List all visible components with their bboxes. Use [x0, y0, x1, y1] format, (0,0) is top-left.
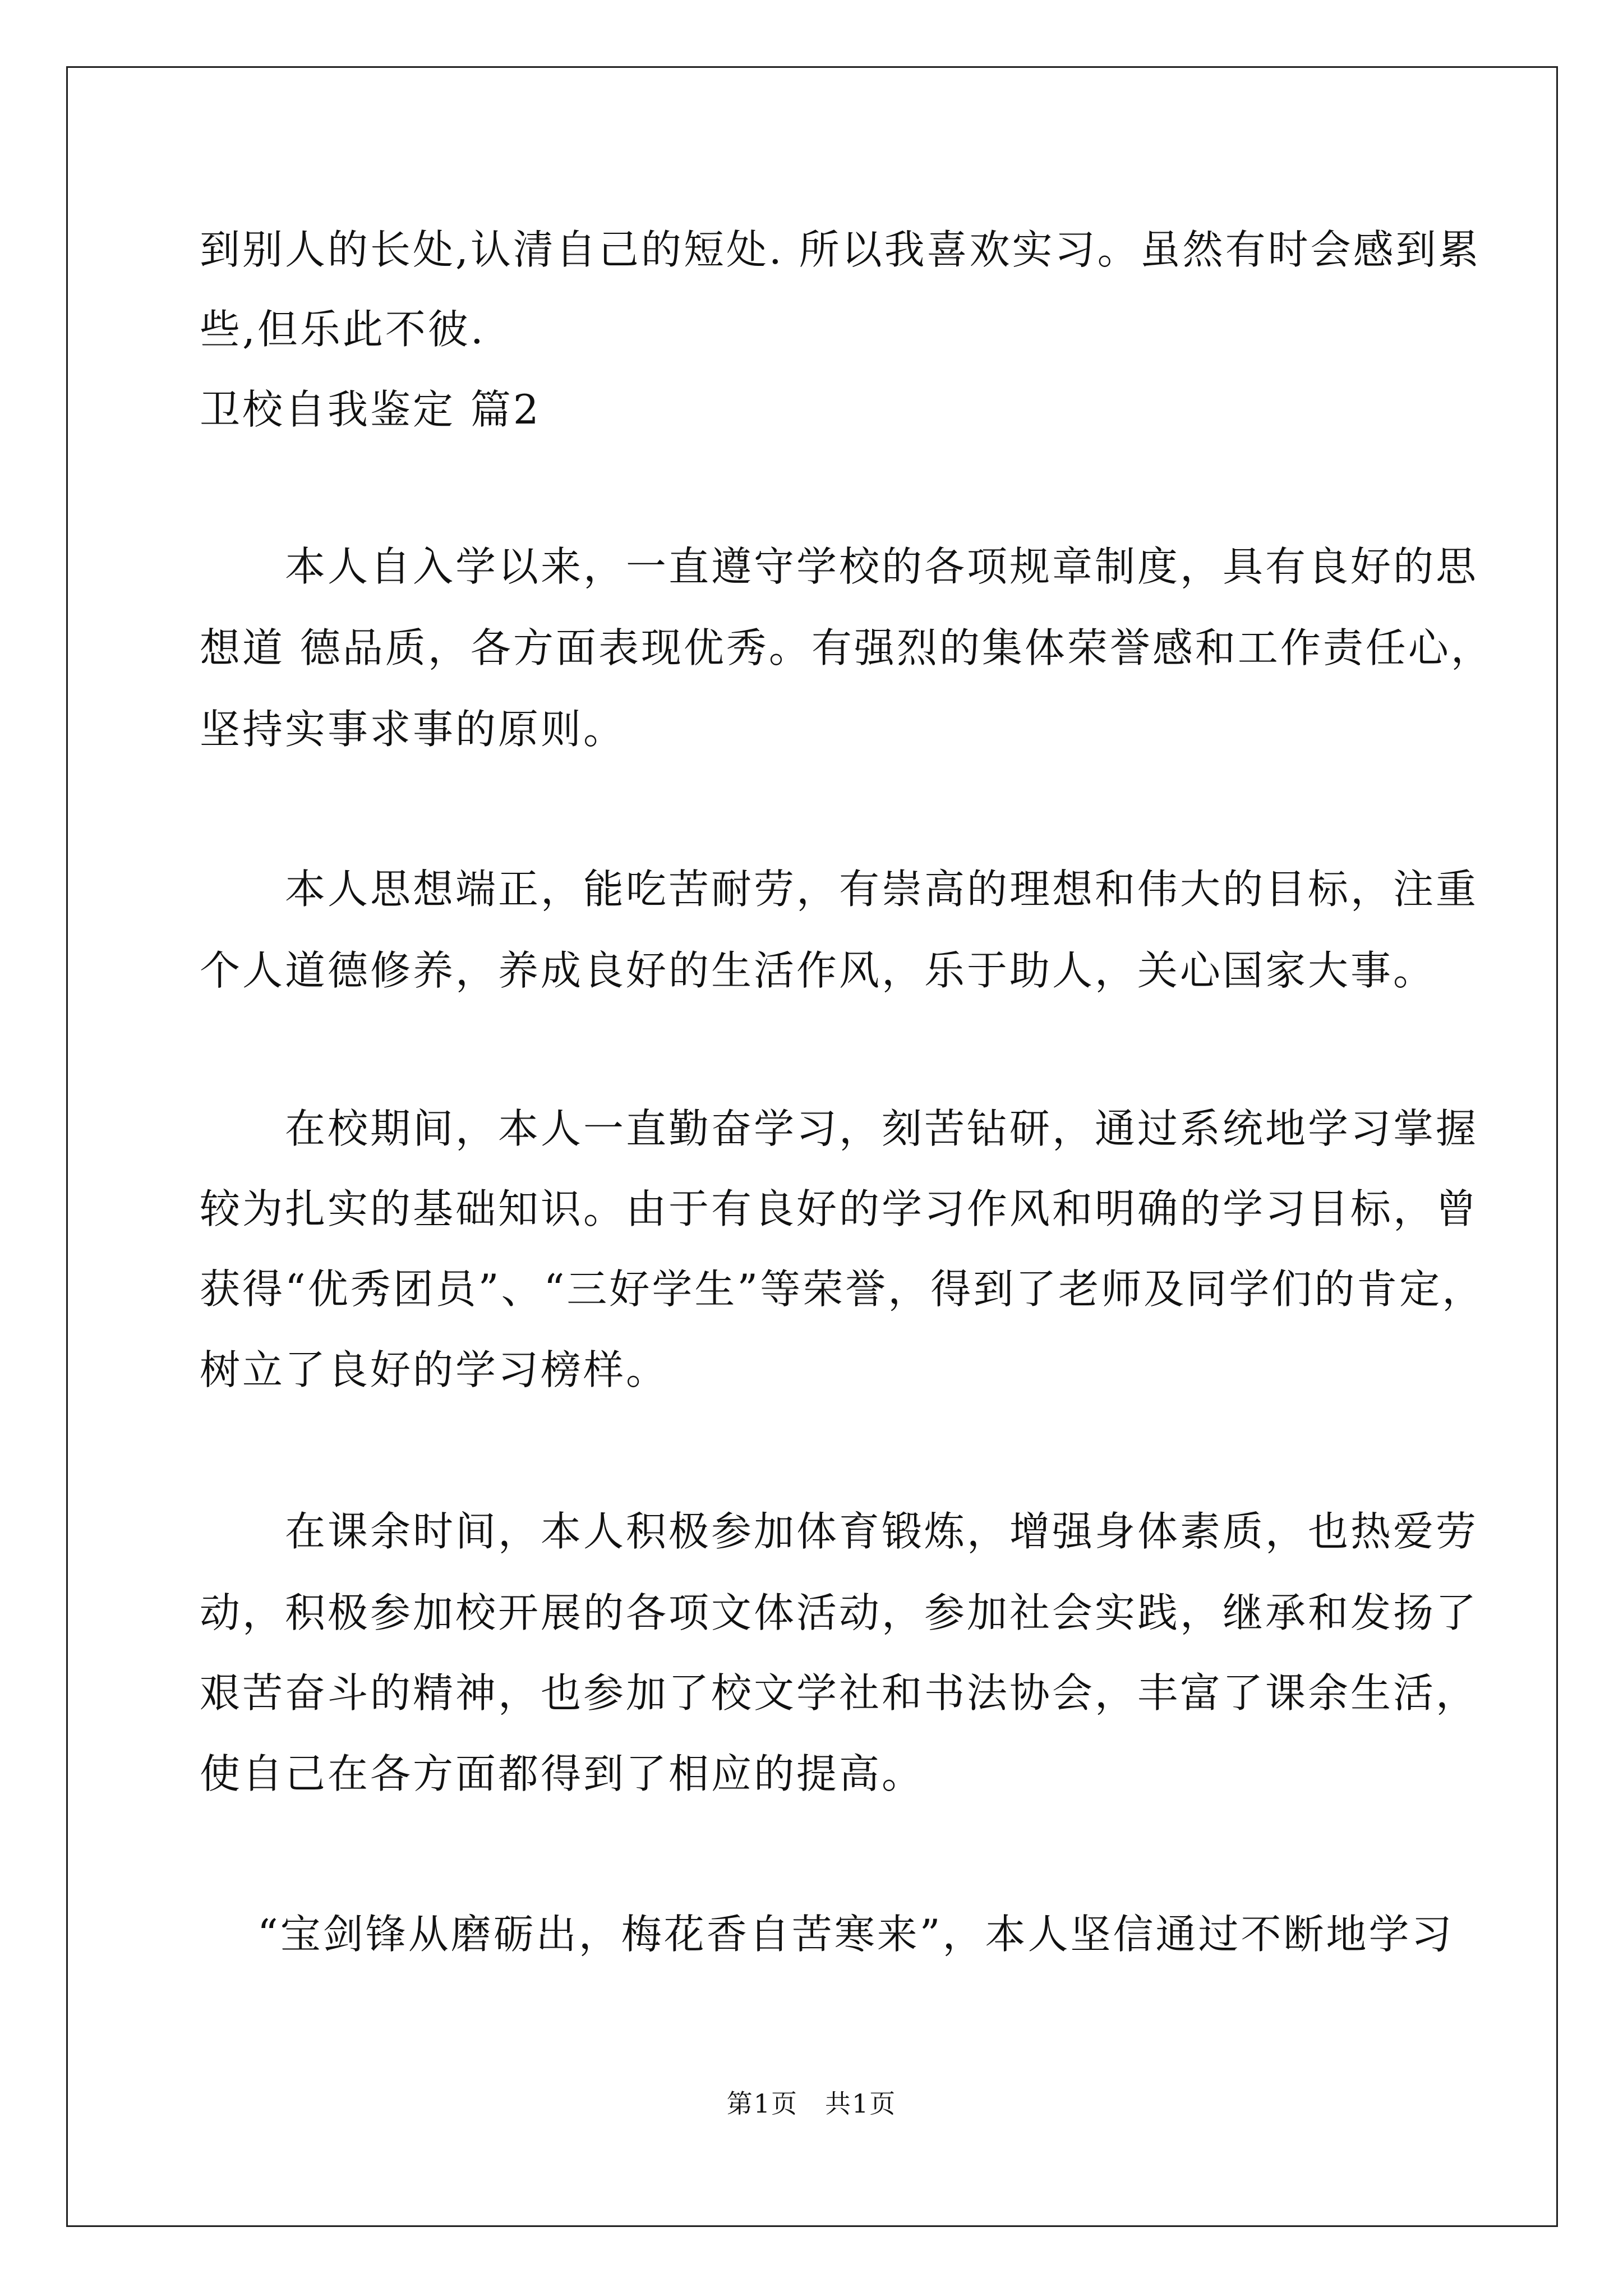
- text-line-17: “宝剑锋从磨砺出，梅花香自苦寒来”，本人坚信通过不断地学习: [200, 1911, 1454, 1958]
- text-line-10: 较为扎实的基础知识。由于有良好的学习作风和明确的学习目标，曾: [200, 1185, 1479, 1232]
- text-line-11: 获得“优秀团员”、“三好学生”等荣誉，得到了老师及同学们的肯定，: [200, 1266, 1485, 1313]
- text-line-16: 使自己在各方面都得到了相应的提高。: [200, 1750, 925, 1797]
- text-line-15: 艰苦奋斗的精神，也参加了校文学社和书法协会，丰富了课余生活，: [200, 1669, 1479, 1717]
- text-line-8: 个人道德修养，养成良好的生活作风，乐于助人，关心国家大事。: [200, 947, 1436, 994]
- text-line-1: 到别人的长处,认清自己的短处. 所以我喜欢实习。虽然有时会感到累: [200, 226, 1481, 273]
- section-heading: 卫校自我鉴定 篇2: [200, 386, 541, 433]
- text-line-14: 动，积极参加校开展的各项文体活动，参加社会实践，继承和发扬了: [200, 1589, 1479, 1636]
- text-line-7: 本人思想端正，能吃苦耐劳，有崇高的理想和伟大的目标，注重: [200, 866, 1479, 913]
- text-line-9: 在校期间，本人一直勤奋学习，刻苦钻研，通过系统地学习掌握: [200, 1105, 1479, 1152]
- text-line-6: 坚持实事求事的原则。: [200, 706, 626, 753]
- text-line-4: 本人自入学以来，一直遵守学校的各项规章制度，具有良好的思: [200, 543, 1479, 590]
- text-line-2: 些,但乐此不彼.: [200, 306, 486, 353]
- text-line-5: 想道 德品质，各方面表现优秀。有强烈的集体荣誉感和工作责任心，: [200, 624, 1493, 671]
- text-line-13: 在课余时间，本人积极参加体育锻炼，增强身体素质，也热爱劳: [200, 1508, 1479, 1555]
- text-line-12: 树立了良好的学习榜样。: [200, 1346, 669, 1393]
- page-footer: 第1页 共1页: [726, 2088, 897, 2119]
